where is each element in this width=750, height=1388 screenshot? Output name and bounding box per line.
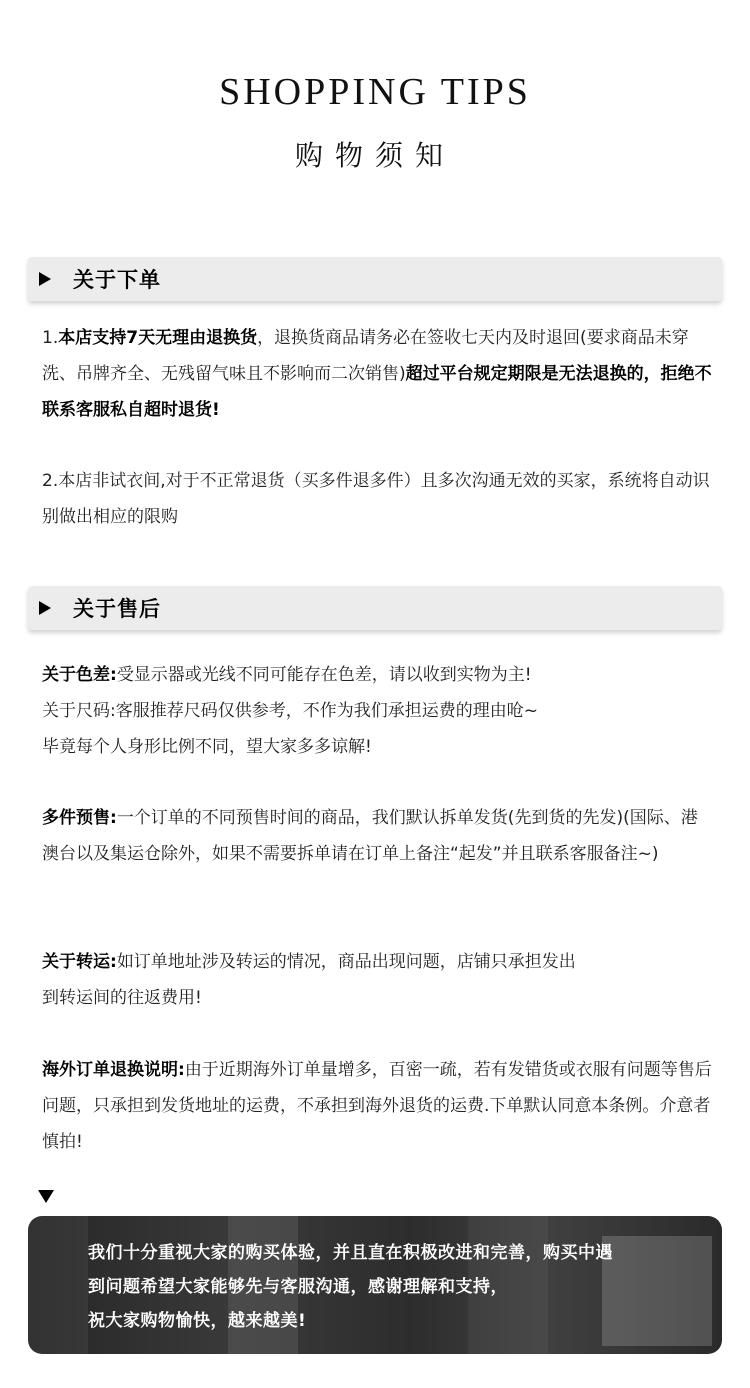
policy-bold-text: 本店支持7天无理由退换货 xyxy=(58,328,258,348)
note-text: 由于近期海外订单量增多，百密一疏，若有发错货或衣服有问题等售后问题，只承担到发货地址的运费，不承担到海外退货的运费.下单默认同意本条例。介意者慎拍! xyxy=(42,1060,712,1152)
footer-line-1: 我们十分重视大家的购买体验，并且直在积极改进和完善，购买中遇 xyxy=(88,1243,613,1263)
policy-text: 2.本店非试衣间,对于不正常退货（买多件退多件）且多次沟通无效的买家，系统将自动识别做出相应的限购 xyxy=(42,471,710,527)
section-heading: 关于下单 xyxy=(73,268,161,292)
size-note-text-2: 毕竟每个人身形比例不同，望大家多多谅解! xyxy=(42,737,372,757)
size-note-text: 关于尺码:客服推荐尺码仅供参考，不作为我们承担运费的理由呛~ xyxy=(42,701,538,721)
background-figure xyxy=(28,1216,88,1354)
policy-warning-text: 超过平台规定期限是无法退换的，拒绝不联系客服私自超时退货! xyxy=(42,364,712,420)
play-arrow-icon xyxy=(39,601,51,615)
footer-banner xyxy=(28,1216,722,1354)
note-text: 如订单地址涉及转运的情况，商品出现问题，店铺只承担发出 xyxy=(116,952,576,972)
policy-item-2 xyxy=(42,463,710,535)
note-label: 多件预售: xyxy=(42,808,117,828)
item-number: 1. xyxy=(42,328,59,348)
color-difference-note xyxy=(42,657,722,765)
note-label: 关于转运: xyxy=(42,952,117,972)
section-heading: 关于售后 xyxy=(73,597,161,621)
transfer-note xyxy=(42,944,722,1016)
footer-line-3: 祝大家购物愉快，越来越美! xyxy=(88,1311,307,1331)
multi-item-presale-note xyxy=(42,800,714,872)
background-poster xyxy=(602,1236,712,1346)
note-label: 关于色差: xyxy=(42,665,117,685)
overseas-return-note xyxy=(42,1052,716,1160)
footer-line-2: 到问题希望大家能够先与客服沟通，感谢理解和支持， xyxy=(88,1277,508,1297)
policy-item-1 xyxy=(42,320,722,428)
note-label: 海外订单退换说明: xyxy=(42,1060,185,1080)
note-text: 受显示器或光线不同可能存在色差，请以收到实物为主! xyxy=(116,665,532,685)
page-title: SHOPPING TIPS xyxy=(219,71,531,113)
policy-text: ，退换货商品请务必在签收七天内及时退回(要求商品未穿洗、吊牌齐全、无残留气味且不影响而二次销售) xyxy=(42,328,689,384)
section-header-ordering xyxy=(28,257,722,301)
section-header-after-sales xyxy=(28,586,722,630)
down-arrow-icon xyxy=(38,1190,54,1203)
note-text: 一个订单的不同预售时间的商品，我们默认拆单发货(先到货的先发)(国际、港澳台以及集运仓除外，如果不需要拆单请在订单上备注“起发”并且联系客服备注~) xyxy=(42,808,698,864)
play-arrow-icon xyxy=(39,272,51,286)
note-text-2: 到转运间的往返费用! xyxy=(42,988,202,1008)
footer-message xyxy=(88,1236,613,1338)
page-subtitle: 购物须知 xyxy=(294,139,455,172)
